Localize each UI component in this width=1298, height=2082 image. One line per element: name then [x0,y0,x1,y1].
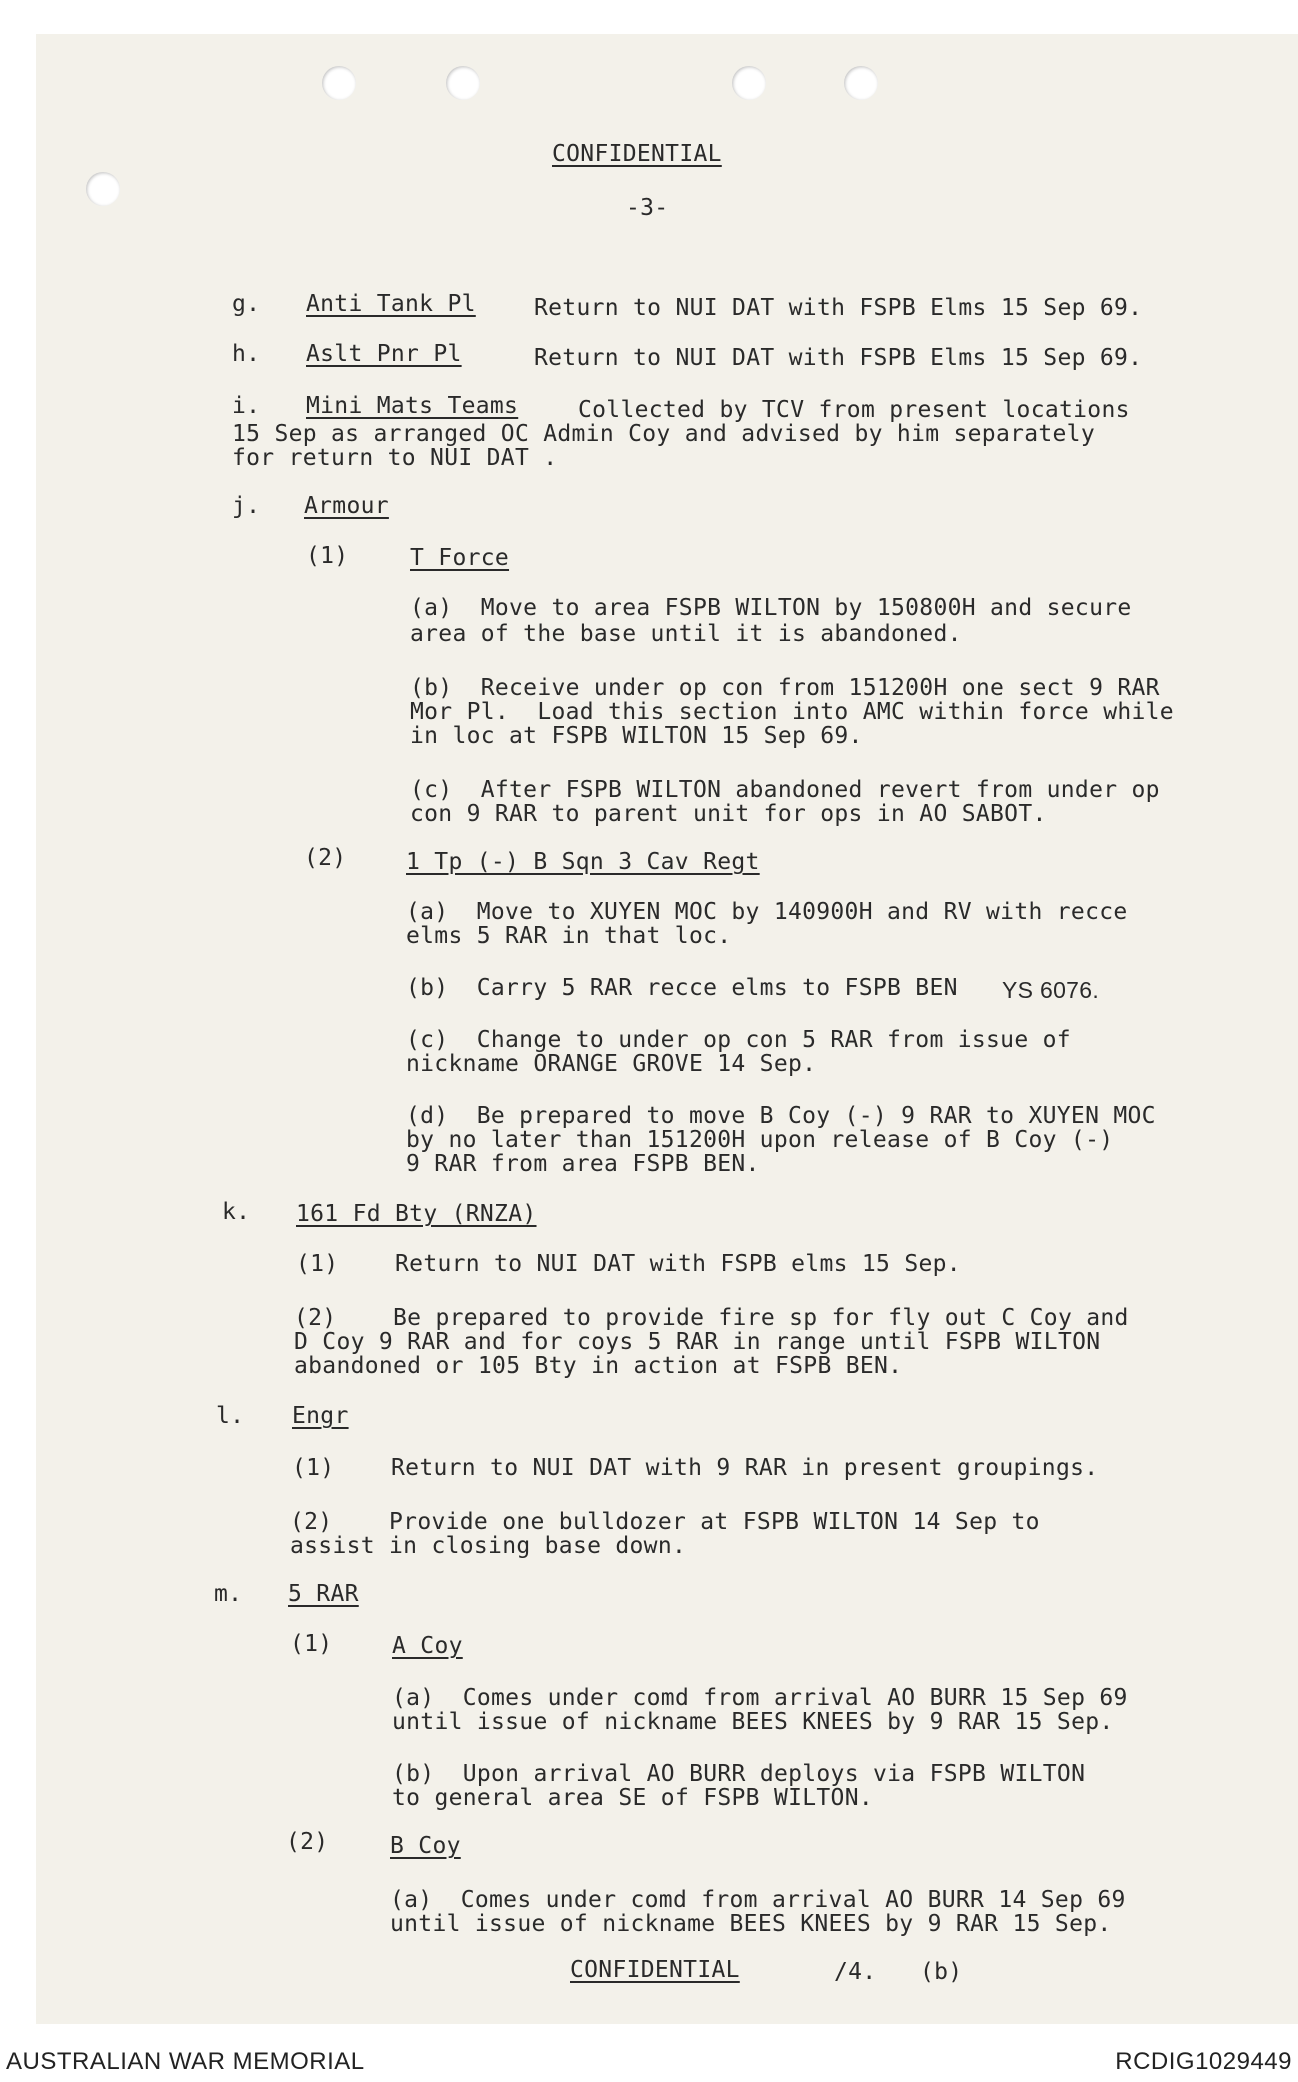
para-line: (c) After FSPB WILTON abandoned revert from under op [410,777,1160,803]
para-line: (c) Change to under op con 5 RAR from issue of [406,1027,1071,1053]
sub-heading-troop: 1 Tp (-) B Sqn 3 Cav Regt [406,849,760,875]
para-line: (1) Return to NUI DAT with 9 RAR in present groupings. [292,1455,1099,1481]
para-line: (2) Be prepared to provide fire sp for fly out C Coy and [294,1305,1129,1331]
item-text-aslt-pnr: Return to NUI DAT with FSPB Elms 15 Sep 69. [534,345,1143,371]
item-text-line: Collected by TCV from present locations [578,397,1130,423]
classification-header: CONFIDENTIAL [552,141,722,167]
para-line: abandoned or 105 Bty in action at FSPB BEN. [294,1353,903,1379]
sub-heading-b-coy: B Coy [390,1833,461,1859]
item-letter-m: m. [214,1581,243,1607]
item-heading-mini-mats: Mini Mats Teams [306,393,519,419]
archive-institution: AUSTRALIAN WAR MEMORIAL [6,2048,365,2075]
classification-footer: CONFIDENTIAL [570,1957,740,1983]
item-heading-5-rar: 5 RAR [288,1581,359,1607]
punch-hole [322,66,356,100]
para-line: Mor Pl. Load this section into AMC within force while [410,699,1174,725]
para-line: D Coy 9 RAR and for coys 5 RAR in range until FSPB WILTON [294,1329,1101,1355]
item-heading-armour: Armour [304,493,389,519]
para-line: (a) Move to XUYEN MOC by 140900H and RV with recce [406,899,1128,925]
item-text-line: 15 Sep as arranged OC Admin Coy and advised by him separately [232,421,1095,447]
para-line: (b) Upon arrival AO BURR deploys via FSPB WILTON [392,1761,1086,1787]
para-line: area of the base until it is abandoned. [410,621,962,647]
para-line: in loc at FSPB WILTON 15 Sep 69. [410,723,863,749]
para-line: assist in closing base down. [290,1533,687,1559]
para-line: (a) Comes under comd from arrival AO BURR 14 Sep 69 [390,1887,1126,1913]
item-text-line: for return to NUI DAT . [232,445,558,471]
sub-number: (2) [304,845,347,871]
para-line: elms 5 RAR in that loc. [406,923,732,949]
next-item-marker: (b) [920,1959,963,1985]
para-line: nickname ORANGE GROVE 14 Sep. [406,1051,817,1077]
para-line: (1) Return to NUI DAT with FSPB elms 15 Sep. [296,1251,961,1277]
item-heading-fd-bty: 161 Fd Bty (RNZA) [296,1201,537,1227]
sub-number: (1) [290,1631,333,1657]
item-text-anti-tank: Return to NUI DAT with FSPB Elms 15 Sep 69. [534,295,1143,321]
para-line: (a) Comes under comd from arrival AO BURR 15 Sep 69 [392,1685,1128,1711]
para-line: (a) Move to area FSPB WILTON by 150800H and secure [410,595,1132,621]
item-heading-anti-tank: Anti Tank Pl [306,291,476,317]
para-line: by no later than 151200H upon release of B Coy (-) [406,1127,1114,1153]
item-letter-j: j. [232,493,261,519]
punch-hole [86,172,120,206]
sub-number: (1) [306,543,349,569]
para-line: to general area SE of FSPB WILTON. [392,1785,874,1811]
sub-number: (2) [286,1829,329,1855]
archive-reference: RCDIG1029449 [1115,2048,1292,2075]
para-line: (d) Be prepared to move B Coy (-) 9 RAR to XUYEN MOC [406,1103,1156,1129]
item-letter-g: g. [232,291,261,317]
item-heading-engr: Engr [292,1403,349,1429]
item-letter-h: h. [232,341,261,367]
sub-heading-a-coy: A Coy [392,1633,463,1659]
item-heading-aslt-pnr: Aslt Pnr Pl [306,341,462,367]
para-line: until issue of nickname BEES KNEES by 9 RAR 15 Sep. [390,1911,1112,1937]
punch-hole [844,66,878,100]
para-line: con 9 RAR to parent unit for ops in AO SABOT. [410,801,1047,827]
page-number: -3- [626,195,669,221]
para-line: (b) Receive under op con from 151200H one sect 9 RAR [410,675,1160,701]
item-letter-i: i. [232,393,261,419]
continuation-marker: /4. [834,1959,877,1985]
para-line: until issue of nickname BEES KNEES by 9 RAR 15 Sep. [392,1709,1114,1735]
grid-reference: YS 6076. [1002,977,1100,1003]
para-line: 9 RAR from area FSPB BEN. [406,1151,760,1177]
punch-hole [732,66,766,100]
item-letter-l: l. [216,1403,245,1429]
sub-heading-t-force: T Force [410,545,510,571]
para-line: (2) Provide one bulldozer at FSPB WILTON 14 Sep to [290,1509,1040,1535]
punch-hole [446,66,480,100]
para-line: (b) Carry 5 RAR recce elms to FSPB BEN [406,975,958,1001]
item-letter-k: k. [222,1199,251,1225]
